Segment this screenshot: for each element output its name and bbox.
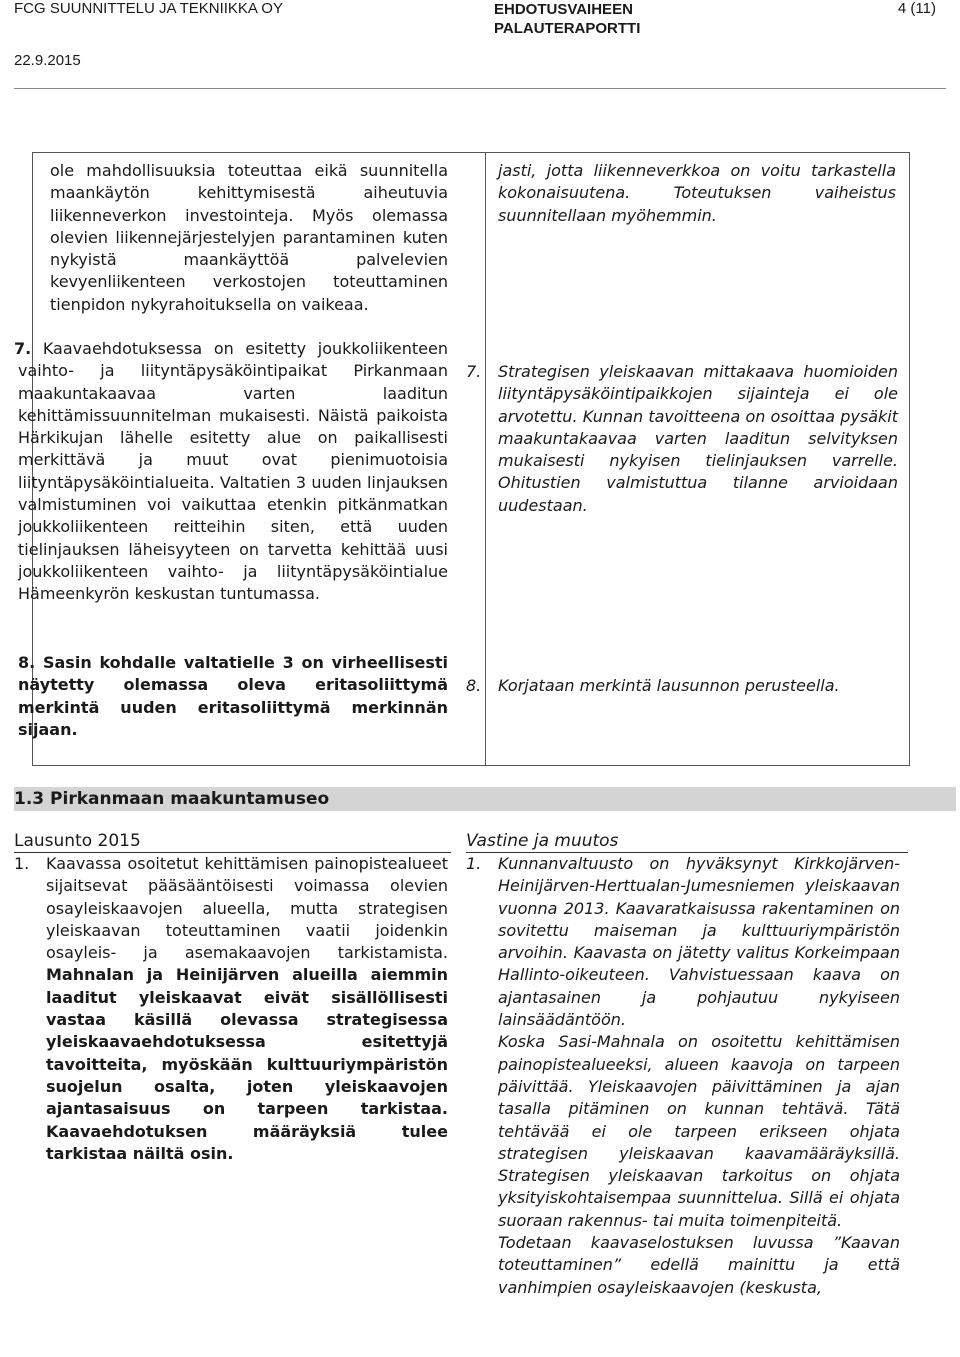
- item-number: 7.: [14, 339, 32, 358]
- response-intro: jasti, jotta liikenneverkkoa on voitu tarkastella kokonaisuutena. Toteutuksen vaiheistus suunnitellaan myöhemmin.: [498, 161, 896, 225]
- statement-item-8: [18, 652, 448, 741]
- page-header: [14, 0, 946, 80]
- item-number: 8.: [18, 653, 36, 672]
- document-date: 22.9.2015: [14, 52, 81, 69]
- response-text: [498, 853, 900, 1299]
- item-text: Korjataan merkintä lausunnon perusteella.: [498, 676, 840, 695]
- item-text: Strategisen yleiskaavan mittakaava huomioiden liityntäpysäköintipaikkojen sijainteja ei ole arvotettu. Kunnan tavoitteena on osoittaa pysäkit maakuntakaavaa varten laaditun selvityksen mukaisesti nykyisen tielinjauksen varrelle. Ohitustien valmistuttua tilanne arvioidaan uudestaan.: [498, 362, 898, 515]
- item-number: 1.: [14, 854, 30, 873]
- section-title: 1.3 Pirkanmaan maakuntamuseo: [14, 789, 330, 809]
- response-paragraph-1: Kunnanvaltuusto on hyväksynyt Kirkkojärven-Heinijärven-Herttualan-Jumesniemen yleiskaavan vuonna 2013. Kaavaratkaisussa rakentaminen on sovitettu maiseman ja kulttuuriympäristön arvoihin. Kaavasta on jätetty valitus Korkeimpaan Hallinto-oikeuteen. Vahvistuessaan kaava on ajantasainen ja pohjautuu nykyiseen lainsäädäntöön.: [498, 854, 900, 1030]
- statement-text-plain: Kaavassa osoitetut kehittämisen painopistealueet sijaitsevat pääsääntöisesti voimassa olevien osayleiskaavojen alueella, mutta strategisen yleiskaavan toteuttaminen vaatii joidenkin osayleis- ja asemakaavojen tarkistamista.: [46, 854, 448, 963]
- response-paragraph-3: Todetaan kaavaselostuksen luvussa ”Kaavan toteuttaminen” edellä mainittu ja että vanhimpien osayleiskaavojen (keskusta,: [498, 1233, 900, 1297]
- response-paragraph-2: Koska Sasi-Mahnala on osoitettu kehittämisen painopistealueeksi, alueen kaavoja on tarpeen päivittää. Yleiskaavojen päivittäminen ja ajan tasalla pitäminen on kunnan tehtävä. Tätä tehtävää ei ole tarpeen erikseen ohjata strategisen yleiskaavan kaavamääräyksillä. Strategisen yleiskaavan tarkoitus on ohjata yksityiskohtaisempaa suunnittelua. Sillä ei ohjata suoraan rakennus- tai muita toimenpiteitä.: [498, 1032, 900, 1230]
- item-text: Sasin kohdalle valtatielle 3 on virheellisesti näytetty olemassa oleva eritasoliittymä merkintä uuden eritasoliittymä merkinnän sijaan.: [18, 653, 449, 739]
- item-text: [46, 853, 448, 1165]
- item-number: 1.: [466, 854, 482, 873]
- document-title: [494, 0, 640, 38]
- statement-item-7: [14, 338, 448, 606]
- company-name: FCG SUUNNITTELU JA TEKNIIKKA OY: [14, 0, 283, 17]
- statement-intro: ole mahdollisuuksia toteuttaa eikä suunnitella maankäytön kehittymisestä aiheutuvia liikenneverkon investointeja. Myös olemassa olevien liikennejärjestelyjen parantaminen kuten nykyistä maankäyttöä palvelevien kevyenliikenteen verkostojen toteuttaminen tienpidon nykyrahoituksella on vaikeaa.: [50, 161, 448, 314]
- column-heading-statement: Lausunto 2015: [14, 831, 141, 851]
- statement-text-bold: Mahnalan ja Heinijärven alueilla aiemmin laaditut yleiskaavat eivät sisällöllisesti vastaa käsillä olevassa strategisessa yleiskaavaehdotuksessa esitettyjä tavoitteita, myöskään kulttuuriympäristön suojelun osalta, joten yleiskaavojen ajantasaisuus on tarpeen tarkistaa. Kaavaehdotuksen määräyksiä tulee tarkistaa näiltä osin.: [46, 965, 448, 1163]
- document-title-line2: PALAUTERAPORTTI: [494, 20, 641, 37]
- item-number: 7.: [466, 362, 482, 381]
- document-title-line1: EHDOTUSVAIHEEN: [494, 1, 633, 18]
- item-text: Kaavaehdotuksessa on esitetty joukkoliikenteen vaihto- ja liityntäpysäköintipaikat Pirkanmaan maakuntakaavaa varten laaditun kehittämissuunnitelman mukaisesti. Näistä paikoista Härkikujan lähelle esitetty alue on paikallisesti merkittävä ja muut ovat pienimuotoisia liityntäpysäköintialueita. Valtatien 3 uuden linjauksen valmistuminen voi vaikuttaa etenkin pitkänmatkan joukkoliikenteen reitteihin siten, että uuden tielinjauksen läheisyyteen on tarvetta kehittää uusi joukkoliikenteen vaihto- ja liityntäpysäköintialue Hämeenkyrön keskustan tuntumassa.: [18, 339, 448, 604]
- column-heading-response: Vastine ja muutos: [466, 831, 619, 851]
- header-rule: [14, 88, 946, 89]
- column-divider: [485, 153, 486, 765]
- page-number: 4 (11): [897, 0, 936, 17]
- item-number: 8.: [466, 676, 482, 695]
